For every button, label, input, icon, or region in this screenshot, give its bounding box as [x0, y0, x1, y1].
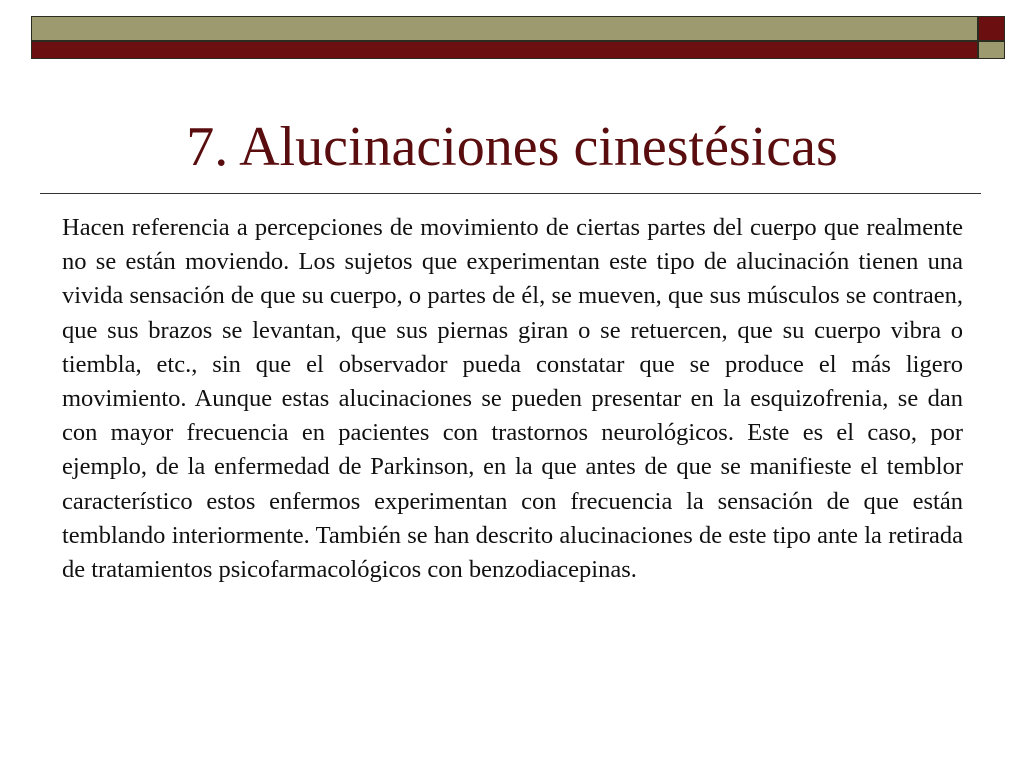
slide-title: 7. Alucinaciones cinestésicas — [186, 116, 838, 178]
slide-body-text: Hacen referencia a percepciones de movimiento de ciertas partes del cuerpo que realmente no se están moviendo. Los sujetos que experimentan este tipo de alucinación tienen una vivida sensación de que su cuerpo, o partes de él, se mueven, que sus músculos se contraen, que sus brazos se levantan, que sus piernas giran o se retuercen, que su cuerpo vibra o tiembla, etc., sin que el observador pueda constatar que se produce el más ligero movimiento. Aunque estas alucinaciones se pueden presentar en la esquizofrenia, se dan con mayor frecuencia en pacientes con trastornos neurológicos. Este es el caso, por ejemplo, de la enfermedad de Parkinson, en la que antes de que se manifieste el temblor característico estos enfermos experimentan con frecuencia la sensación de que están temblando interiormente. También se han descrito alucinaciones de este tipo ante la retirada de tratamientos psicofarmacológicos con benzodiacepinas. — [62, 214, 963, 584]
header-corner-maroon-square — [978, 16, 1005, 41]
header-band-maroon-stripe — [31, 41, 978, 59]
header-decorative-band — [31, 16, 1005, 59]
header-corner-olive-square — [978, 41, 1005, 59]
header-band-olive-stripe — [31, 16, 978, 41]
title-divider — [40, 193, 981, 194]
